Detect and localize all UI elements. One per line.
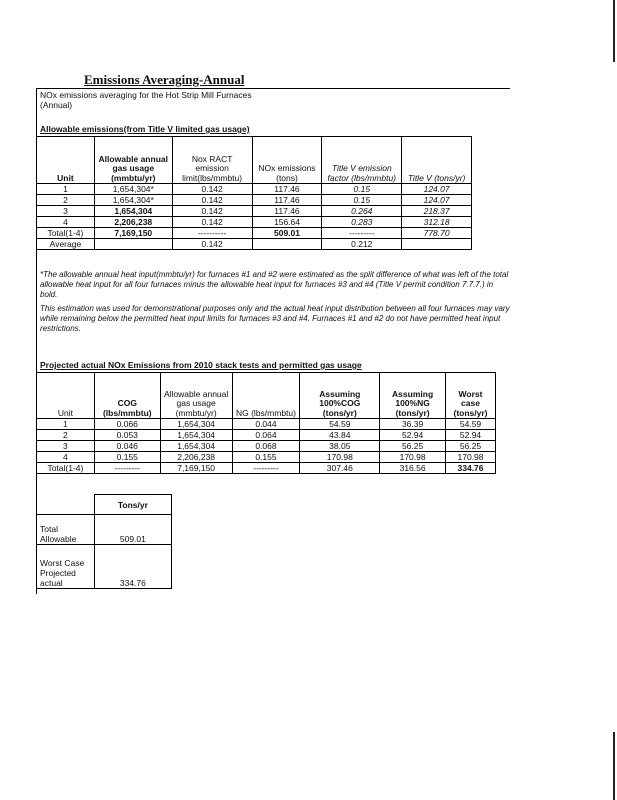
table-cell: 54.59	[446, 419, 496, 430]
table-cell	[402, 239, 472, 250]
table-cell: 1,654,304	[160, 441, 232, 452]
table-cell: 1,654,304*	[94, 195, 172, 206]
table-cell: 1	[37, 184, 95, 195]
table-cell: Average	[37, 239, 95, 250]
table-cell: 36.39	[380, 419, 446, 430]
header-cell: NOx emissions (tons)	[252, 137, 322, 184]
header-cell: COG (lbs/mmbtu)	[94, 373, 160, 419]
table-header-row	[37, 373, 496, 419]
header-cell: Allowable annual gas usage (mmbtu/yr)	[160, 373, 232, 419]
projected-emissions-table	[36, 372, 496, 474]
table-row	[37, 419, 496, 430]
projected-heading: Projected actual NOx Emissions from 2010 stack tests and permitted gas usage	[40, 360, 362, 370]
footnote-1: *The allowable annual heat input(mmbtu/yr) for furnaces #1 and #2 were estimated as the split difference of what was left of the total allowable heat input for all four furnaces minus the allowable heat input for furnaces #3 and #4 (Title V permit condition 7.7.7.) in bold.	[40, 270, 509, 299]
table-row	[37, 430, 496, 441]
table-cell: 0.155	[232, 452, 300, 463]
table-row	[37, 545, 172, 589]
table-cell: 52.94	[446, 430, 496, 441]
table-cell	[94, 239, 172, 250]
table-cell: 117.46	[252, 195, 322, 206]
table-cell: 307.46	[300, 463, 380, 474]
header-cell: Worst case (tons/yr)	[446, 373, 496, 419]
table-cell: 52.94	[380, 430, 446, 441]
header-cell: Unit	[37, 137, 95, 184]
table-cell: Total(1-4)	[37, 228, 95, 239]
table-cell: 170.98	[380, 452, 446, 463]
subtitle-line-1: NOx emissions averaging for the Hot Strip Mill Furnaces	[40, 90, 252, 100]
table-cell: 312.18	[402, 217, 472, 228]
table-cell: ---------	[232, 463, 300, 474]
page-edge-line-bottom	[613, 732, 615, 800]
table-cell: Total(1-4)	[37, 463, 95, 474]
table-cell: 1,654,304	[160, 430, 232, 441]
table-cell: 0.046	[94, 441, 160, 452]
table-cell: 170.98	[446, 452, 496, 463]
header-cell: NG (lbs/mmbtu)	[232, 373, 300, 419]
table-cell: 0.212	[322, 239, 402, 250]
table-cell: 0.142	[172, 195, 252, 206]
table-cell	[252, 239, 322, 250]
header-cell: Tons/yr	[94, 495, 171, 515]
table-cell: 2,206,238	[160, 452, 232, 463]
table-cell: 7,169,150	[94, 228, 172, 239]
table-cell: 1,654,304	[160, 419, 232, 430]
table-row-total	[37, 228, 472, 239]
table-cell: 0.264	[322, 206, 402, 217]
table-cell: 1,654,304	[94, 206, 172, 217]
table-cell: 54.59	[300, 419, 380, 430]
table-cell: 117.46	[252, 184, 322, 195]
table-cell: ---------	[94, 463, 160, 474]
table-cell: 0.142	[172, 184, 252, 195]
table-cell: 0.142	[172, 206, 252, 217]
table-cell: 117.46	[252, 206, 322, 217]
header-cell-empty	[37, 495, 95, 515]
table-row	[37, 452, 496, 463]
table-row	[37, 217, 472, 228]
table-cell: 1	[37, 419, 95, 430]
summary-value: 334.76	[94, 545, 171, 589]
table-cell: 4	[37, 452, 95, 463]
allowable-emissions-table	[36, 136, 472, 250]
table-cell: 0.15	[322, 184, 402, 195]
table-row	[37, 515, 172, 545]
table-header-row	[37, 137, 472, 184]
header-cell: Allowable annual gas usage (mmbtu/yr)	[94, 137, 172, 184]
page-edge-line-top	[613, 0, 615, 62]
table-cell: 0.15	[322, 195, 402, 206]
table-cell: 0.068	[232, 441, 300, 452]
table-cell: 38.05	[300, 441, 380, 452]
summary-label: Total Allowable	[37, 515, 95, 545]
table-cell: 334.76	[446, 463, 496, 474]
footnote-2: This estimation was used for demonstrational purposes only and the actual heat input distribution between all four furnaces may vary while remaining below the permitted heat input limits for furnaces #3 and #4. Furnaces #1 and #2 do not have permitted heat input restrictions.	[40, 304, 510, 333]
header-cell: Assuming 100%COG (tons/yr)	[300, 373, 380, 419]
table-row	[37, 441, 496, 452]
table-header-row	[37, 495, 172, 515]
table-cell: 3	[37, 441, 95, 452]
table-row-total	[37, 463, 496, 474]
table-cell: 0.053	[94, 430, 160, 441]
table-cell: 3	[37, 206, 95, 217]
table-cell: 43.84	[300, 430, 380, 441]
table-cell: 1,654,304*	[94, 184, 172, 195]
table-row	[37, 184, 472, 195]
table-cell: 156.64	[252, 217, 322, 228]
table-cell: ---------	[322, 228, 402, 239]
header-cell: Assuming 100%NG (tons/yr)	[380, 373, 446, 419]
table-row	[37, 195, 472, 206]
table-cell: 0.283	[322, 217, 402, 228]
table-cell: 7,169,150	[160, 463, 232, 474]
summary-value: 509.01	[94, 515, 171, 545]
table-cell: 124.07	[402, 184, 472, 195]
table-cell: 170.98	[300, 452, 380, 463]
table-cell: 2	[37, 430, 95, 441]
table-cell: 0.155	[94, 452, 160, 463]
table-cell: 0.044	[232, 419, 300, 430]
table-cell: 2,206,238	[94, 217, 172, 228]
subtitle-line-2: (Annual)	[40, 100, 73, 110]
table-cell: 2	[37, 195, 95, 206]
table-cell: 4	[37, 217, 95, 228]
table-cell: 124.07	[402, 195, 472, 206]
table-cell: 0.066	[94, 419, 160, 430]
table-cell: 509.01	[252, 228, 322, 239]
allowable-heading: Allowable emissions(from Title V limited gas usage)	[40, 124, 250, 134]
table-cell: 218.37	[402, 206, 472, 217]
table-row	[37, 206, 472, 217]
header-cell: Title V emission factor (lbs/mmbtu)	[322, 137, 402, 184]
table-cell: ----------	[172, 228, 252, 239]
header-cell: Nox RACT emission limit(lbs/mmbtu)	[172, 137, 252, 184]
table-cell: 56.25	[446, 441, 496, 452]
table-cell: 0.064	[232, 430, 300, 441]
table-row-average	[37, 239, 472, 250]
summary-table	[36, 494, 172, 589]
table-cell: 56.25	[380, 441, 446, 452]
table-cell: 0.142	[172, 239, 252, 250]
table-cell: 316.56	[380, 463, 446, 474]
header-cell: Unit	[37, 373, 95, 419]
page-title: Emissions Averaging-Annual	[84, 72, 245, 87]
table-cell: 0.142	[172, 217, 252, 228]
summary-label: Worst Case Projected actual	[37, 545, 95, 589]
table-cell: 778.70	[402, 228, 472, 239]
header-cell: Title V (tons/yr)	[402, 137, 472, 184]
